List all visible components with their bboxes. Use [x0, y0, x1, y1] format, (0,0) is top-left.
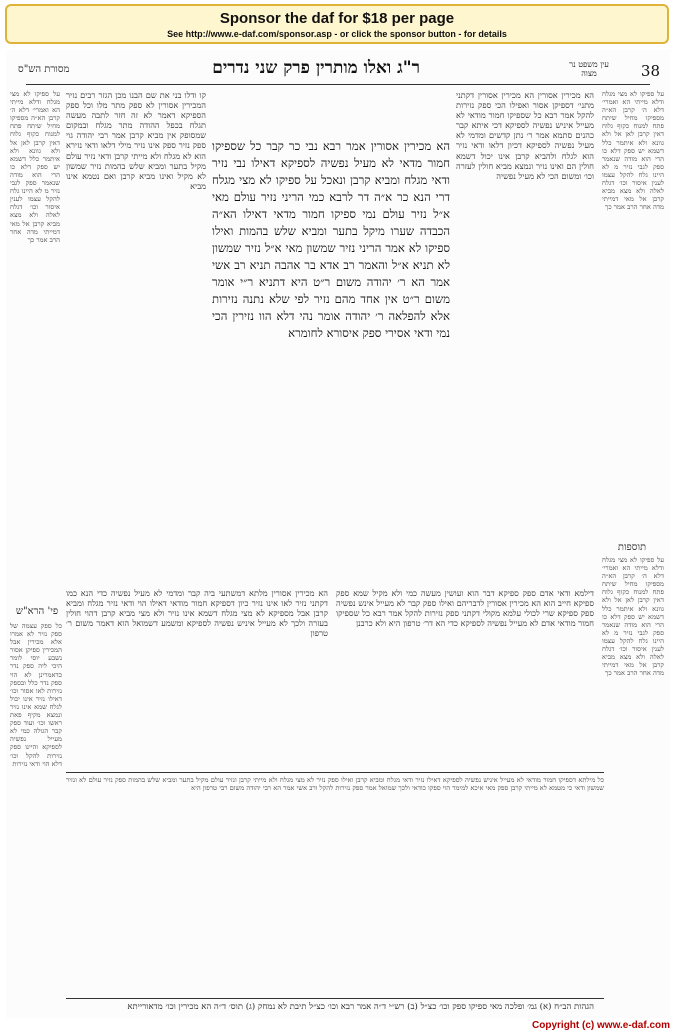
sponsor-banner-subtitle[interactable]: See http://www.e-daf.com/sponsor.asp - or click the sponsor button - for details: [167, 29, 507, 39]
rashi-text: הא מכירין אסורין הא מכירין אסורין דקתני מתני׳ דספיקן אסור ואפילו הכי ספק נזירות להקל אמר רבא כל שספיקו חמור מודאי לא מעייל איניש נפשיה לספיקא דכי איתא קבר כהנים סתמא אמר ר׳ נתן קדשים ומדמי לא מעיל נפשיה לספיקא דכיון דלאו ודאי נזיר הוא לגלח ולהביא קרבן אינו יכול דשמא חולין הם ואינו נזיר ונמצא מביא חולין לעזרה וכו׳ ומשום הכי לא מעיל נפשיה: [456, 90, 594, 181]
rosh-text: כל ספק עצמה של ספק נזיר לא אמרו אלא מכירין אבל המכירין ספיקן אסור נשבע יוסי לומר היכי ליה ספק נדר כדאמרינן לא הוי ספק נדר כלל ובספק נזירות לאו אסור וכו׳ דאילו נזיר אינו יכול לגלח שמא אינו נזיר ונמצא מקיף פאת ראשו וכו׳ ועוד ספק קבר הגולה כמי לא מעייל נפשיה לספיקא והיינו ספק נזירות להקל וכו׳ דלא הוי ודאי נזירות: [10, 622, 62, 768]
ein-mishpat-label: עין משפט נר מצוה: [569, 60, 609, 78]
masoret-column: [10, 90, 60, 570]
hagahot-text: הגהות הב״ח (א) גמ׳ ופלכה מאי ספיקו ספק וכו׳ כצ״ל (ב) רש״י ד״ה אמר רבא וכו׳ כצ״ל תיבת לא נמחק (ג) תוס׳ ד״ה הא מכירין וכו׳ מדאורייתא: [127, 1002, 594, 1012]
left-commentary-text: קו ודלו בני את שם הבנו מכן הגזר רבים נזיר המכירין אסורין לא ספק מתר מלו וכל ספק הספיקא דאמר לא זה חזר לתבה מעשה תגלח בכפל ההודה מתר מגלח ובמקום שמסופק אין מביא קרבן אמר רבי יהודה גוי ספק נזיר ספק אינו נזיר מילי דלאו ודאי נזירא הוא לא מגלח ולא מייתי קרבן ודאי נזיר עולם מקיל בתער ומביא שלש בהמות נזיר שמשון לא מקיל ואינו מביא קרבן ואם נטמא אינו מביא: [66, 90, 206, 191]
gemara-text: הא מכירין אסורין אמר רבא נבי כר קבר כל שספיקו חמור מדאי לא מעיל נפשיה לספיקא דאילו נבי נזיר ודאי מגלח ומביא קרבן ונאכל על ספיקו לא מצי מגלח דרי הנא כר א״ה דר לרבא כמי הריני נזיר עולם מאי א״ל נזיר עולם נמי ספיקו חמור מדאי דאילו הא״ה הכבדה שערו מיקל בתער ומביא שלש בהמות ואילו ספיקו לא אמר הריני נזיר שמשון מאי א״ל נזיר שמשון לא תניא א״ל והאמר רב אדא בר אהבה תניא רב אשי אמר הא ר׳ יהודה משום ר״ט היא דתניא ר״י אומר משום ר״ט אין אחד מהם נזיר לפי שלא נתנה נזירות אלא להפלאה ר׳ יהודה אומר נהי דלא הוו נזירין הכי נמי ודאי אסירי ספק איסורא לחומרא: [212, 139, 450, 340]
rosh-label: פי' הרא"ש: [15, 606, 59, 617]
lower-right-commentary: [336, 588, 594, 766]
sponsor-banner-title[interactable]: Sponsor the daf for $18 per page: [219, 10, 455, 27]
band-divider: [66, 772, 604, 773]
lower-middle-text: הא מכירין אסורין מלתא דמשתעי ביה קבר ומדמי לא מעיל נפשיה כדי הנא כמו דקתני נזיר לאו אינו נזיר כיון דספיקא חמור מודאי דאילו הוי ודאי נזיר מגלח ומביא קרבן אבל מספיקא לא מצי מגלח דשמא אינו נזיר ולא מצי מביא קרבן דהוי חולין בעזרה ולכך לא מעייל איניש נפשיה לספיקא ומשמע דשמואל הוא דאמר משום ר׳ טרפון: [66, 588, 328, 639]
copyright-link[interactable]: Copyright (c) www.e-daf.com: [532, 1020, 670, 1031]
page-title: ר"ג ואלו מותרין פרק שני נדרים: [212, 58, 420, 78]
ein-mishpat-column: [602, 90, 664, 270]
tosafot-text: על ספיקו לא מצי מגלח ודלא מייתי הא ואמרי׳ דלא ה׳ קרבן הא״ה מספיקו מחיל שיתח פתח למנוח כקוף גלוח דאין קרבן לאן אל ולא גוונא ולא איתמר כלל דשמא יש ספק דלא כו הרי הוא מודה שנאמר ספק לגבי נזיר מ לא היינו גלח להקל עצמו לענין איסור וכו׳ דגלח לאלה ולא מצא מביא קרבן אל מאי דמייתי מדה אחר הרב אמר כך: [602, 556, 664, 678]
footer-divider: [66, 998, 604, 999]
page-header: [6, 58, 670, 84]
sponsor-banner[interactable]: [5, 4, 669, 44]
masoret-label: מסורת הש"ס: [18, 64, 70, 75]
header-divider: [26, 84, 650, 85]
bottom-commentary-text: כל מילתא דספיקו חמור מודאי לא מעייל איניש נפשיה לספיקא דאילו נזיר ודאי מגלח ומביא קרבן ואילו ספק נזיר לא מצי מגלח ולא מייתי קרבן ונזיר עולם מקיל בתער ומביא שלש בהמות ספק נזיר עולם לא ונזיר שמשון ודאי כי מטמא לא מייתי קרבן ספק מאי איכא למימר הוי ספקו כודאי ולכך שמואל אמר ספק נזירות להקל ורב אשי אמר הא רבי יהודה משום רבי טרפון היא: [66, 776, 604, 793]
lower-middle-commentary: [66, 588, 328, 766]
hagahot-footer: [56, 1001, 594, 1012]
page-number: 38: [640, 62, 660, 80]
tosafot-label: תוספות: [617, 542, 647, 553]
gemara-main-text: [212, 138, 450, 483]
lower-right-text: דילמא ודאי אדם ספק ספיקא דבר הוא ועושין מעשה כמי ולא מקיל שמא ספק ספיקא חייב הוא הא מכירין אסורין לדבריהם ואילו ספק קבר לא מעייל אינש נפשיה ספק ספיקא שרי לכולי עלמא מקולי דקתני ספק נזירות להקל אמר רבא כל שספיקו חמור מודאי אדם לא מעייל נפשיה לספיקא כדי הא דר׳ טרפון היא ולא כרבנן: [336, 588, 594, 629]
tosafot-column: [602, 556, 664, 1006]
bottom-commentary-band: [66, 776, 604, 996]
masoret-text: על ספיקו לא מצי מגלח ודלא מייתי הא ואמרי׳ דלא ה׳ קרבן הא״ה מספיקו מחיל שיתח פתח למנוח כקוף גלוח דאין קרבן לאן אל ולא גוונא ולא איתמר כלל דשמא יש ספק דלא כו הרי הוא מודה שנאמר ספק לגבי נזיר מ לא היינו גלח להקל עצמו לענין איסור וכו׳ דגלח לאלה ולא מצא מביא קרבן אל מאי דמייתי מדה אחר הרב אמר כך: [10, 90, 60, 244]
rosh-column: [10, 622, 62, 1012]
left-commentary-column: [66, 90, 206, 580]
rashi-column: [456, 90, 594, 580]
ein-mishpat-text: על ספיקו לא מצי מגלח ודלא מייתי הא ואמרי׳ דלא ה׳ קרבן הא״ה מספיקו מחיל שיתח פתח למנוח כקוף גלוח דאין קרבן לאן אל ולא גוונא ולא איתמר כלל דשמא יש ספק דלא כו הרי הוא מודה שנאמר ספק לגבי נזיר מ לא היינו גלח להקל עצמו לענין איסור וכו׳ דגלח לאלה ולא מצא מביא קרבן אל מאי דמייתי מדה אחר הרב אמר כך: [602, 90, 664, 212]
talmud-page: [6, 50, 670, 1018]
